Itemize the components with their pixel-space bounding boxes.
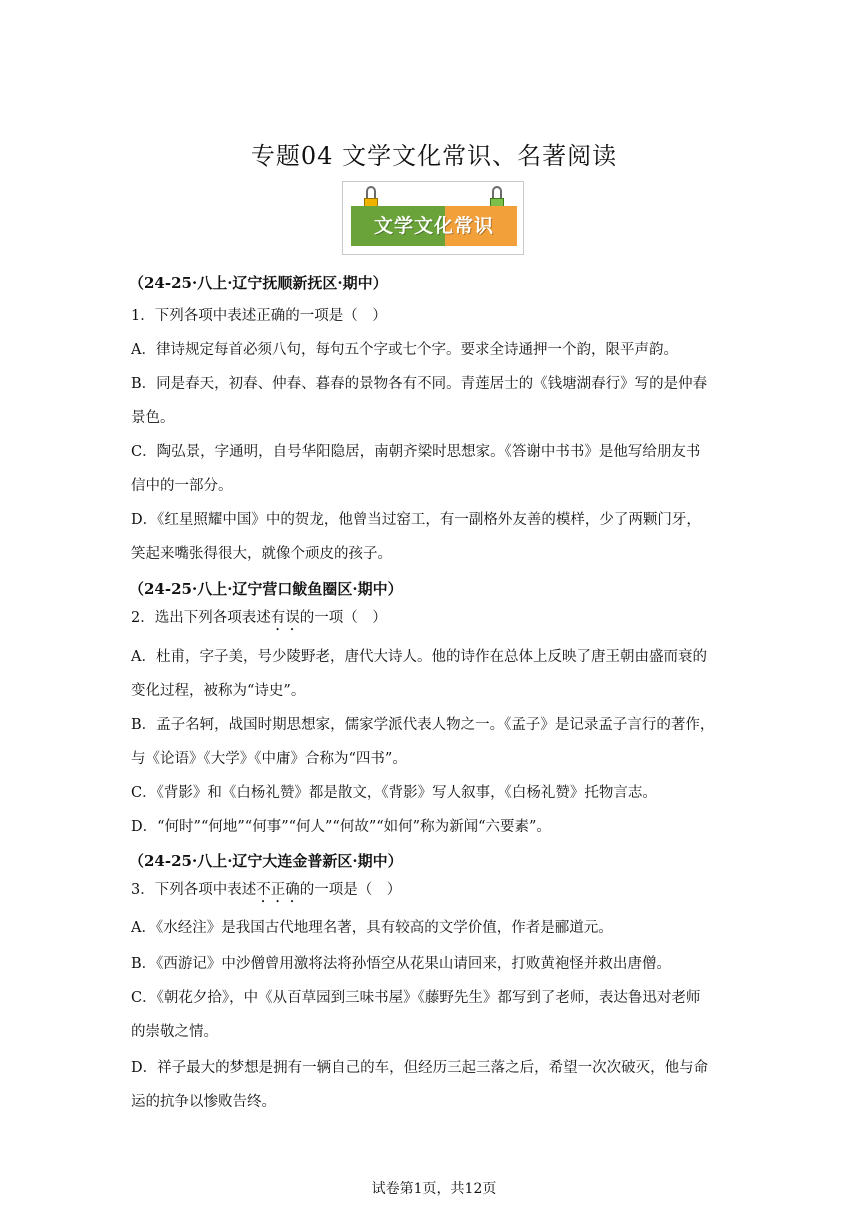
option-line: C．《背影》和《白杨礼赞》都是散文，《背影》写人叙事，《白杨礼赞》托物言志。 bbox=[131, 785, 657, 801]
option-line: B．同是春天，初春、仲春、暮春的景物各有不同。青莲居士的《钱塘湖春行》写的是仲春 bbox=[131, 376, 708, 392]
question-source: （24-25·八上·辽宁大连金普新区·期中） bbox=[129, 852, 403, 870]
option-line: A．《水经注》是我国古代地理名著，具有较高的文学价值，作者是郦道元。 bbox=[131, 920, 613, 936]
option-line: 景色。 bbox=[131, 410, 175, 426]
option-line: D．《红星照耀中国》中的贺龙，他曾当过窑工，有一副格外友善的模样，少了两颗门牙， bbox=[131, 512, 701, 528]
question-stem: 3．下列各项中表述不正确的一项是（ ） bbox=[131, 882, 402, 898]
page-title: 专题04 文学文化常识、名著阅读 bbox=[250, 142, 618, 170]
option-line: D．“何时”“何地”“何事”“何人”“何故”“如何”称为新闻“六要素”。 bbox=[131, 819, 551, 835]
option-line: 的崇敬之情。 bbox=[131, 1024, 218, 1040]
option-line: B．《西游记》中沙僧曾用激将法将孙悟空从花果山请回来，打败黄袍怪并救出唐僧。 bbox=[131, 956, 671, 972]
emphasis-text: 有误 bbox=[270, 610, 300, 626]
option-line: A．杜甫，字子美，号少陵野老，唐代大诗人。他的诗作在总体上反映了唐王朝由盛而衰的 bbox=[131, 649, 707, 665]
option-line: 信中的一部分。 bbox=[131, 478, 233, 494]
option-line: 变化过程，被称为“诗史”。 bbox=[131, 683, 306, 699]
banner-text: 文学文化常识 bbox=[373, 215, 494, 237]
option-line: 与《论语》《大学》《中庸》合称为“四书”。 bbox=[131, 751, 407, 767]
emphasis-text: 不正确 bbox=[256, 882, 300, 898]
option-line: C．陶弘景，字通明，自号华阳隐居，南朝齐梁时思想家。《答谢中书书》是他写给朋友书 bbox=[131, 444, 701, 460]
option-line: D．祥子最大的梦想是拥有一辆自己的车，但经历三起三落之后，希望一次次破灭，他与命 bbox=[131, 1060, 709, 1076]
question-stem: 1．下列各项中表述正确的一项是（ ） bbox=[131, 308, 387, 324]
question-source: （24-25·八上·辽宁营口鲅鱼圈区·期中） bbox=[129, 580, 403, 598]
question-source: （24-25·八上·辽宁抚顺新抚区·期中） bbox=[129, 274, 388, 292]
option-line: A．律诗规定每首必须八句，每句五个字或七个字。要求全诗通押一个韵，限平声韵。 bbox=[131, 342, 678, 358]
option-line: B．孟子名轲，战国时期思想家，儒家学派代表人物之一。《孟子》是记录孟子言行的著作， bbox=[131, 717, 715, 733]
option-line: C．《朝花夕拾》，中《从百草园到三味书屋》《藤野先生》都写到了老师，表达鲁迅对老师 bbox=[131, 990, 701, 1006]
question-stem: 2．选出下列各项表述有误的一项（ ） bbox=[131, 610, 387, 626]
page-footer: 试卷第1页，共12页 bbox=[371, 1181, 497, 1197]
section-banner bbox=[342, 181, 524, 255]
option-line: 运的抗争以惨败告终。 bbox=[131, 1094, 276, 1110]
option-line: 笑起来嘴张得很大，就像个顽皮的孩子。 bbox=[131, 546, 392, 562]
